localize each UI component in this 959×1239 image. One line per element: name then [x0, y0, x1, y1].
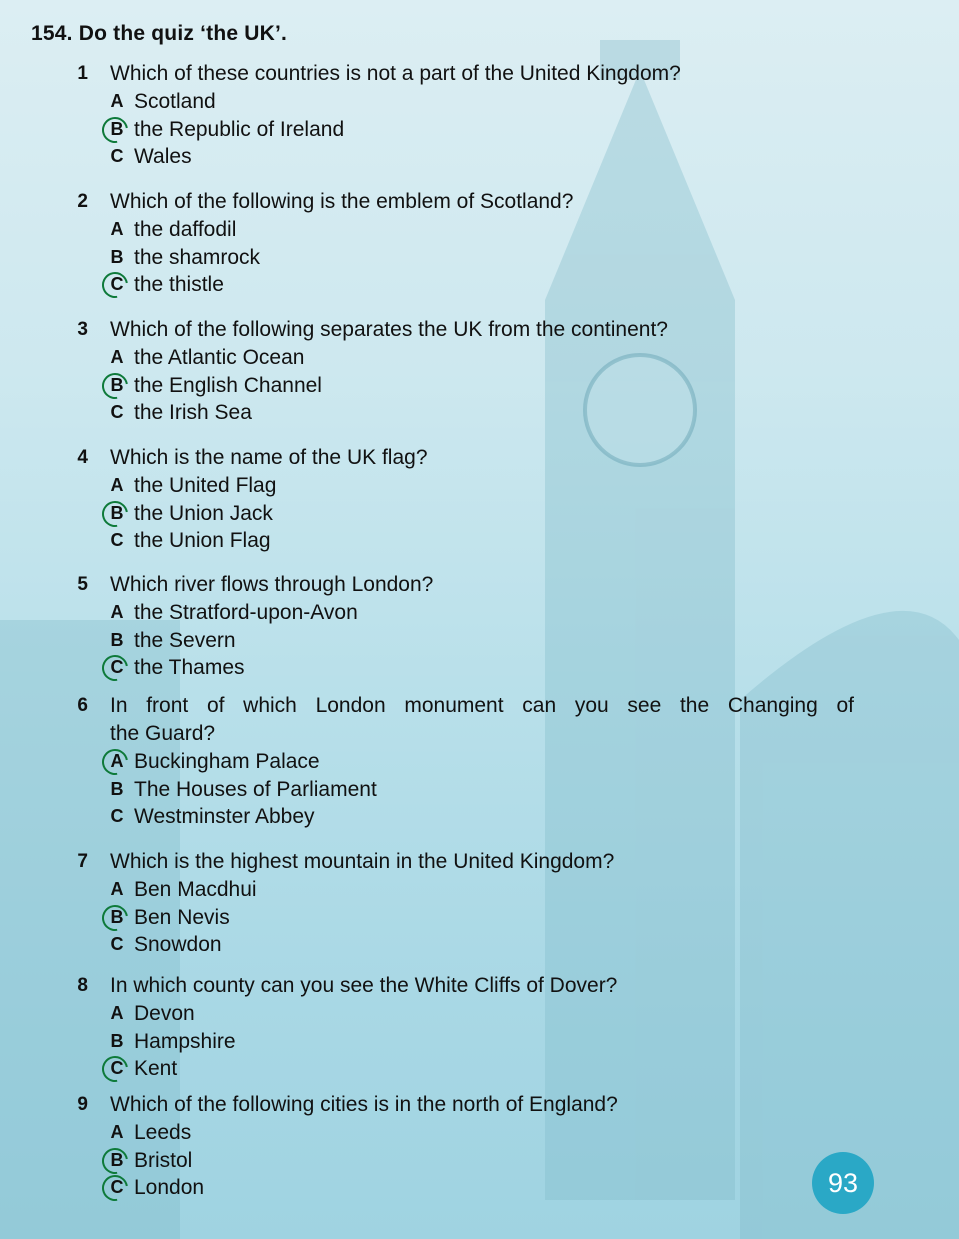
answer-option: [0, 904, 900, 932]
question-text: In front of which London monument can you see the Changing of: [110, 694, 854, 717]
question-7: [0, 848, 900, 959]
question-number: 8: [77, 975, 88, 996]
option-text: the Thames: [134, 656, 245, 679]
question-number: 9: [77, 1094, 88, 1115]
question-number: 4: [77, 447, 88, 468]
answer-option: [0, 216, 900, 244]
answer-option: [0, 143, 900, 171]
option-text: Kent: [134, 1057, 178, 1080]
question-text: Which of the following is the emblem of Scotland?: [110, 190, 574, 213]
question-line: [0, 444, 900, 472]
answer-option: [0, 599, 900, 627]
option-letter: B: [110, 629, 124, 650]
option-letter: A: [110, 475, 124, 495]
option-text: the Severn: [134, 628, 236, 652]
question-line: [0, 692, 900, 720]
answer-option: [0, 1055, 900, 1083]
answer-option: [0, 399, 900, 427]
option-text: Hampshire: [134, 1029, 236, 1053]
option-text: Wales: [134, 145, 192, 168]
question-4: [0, 444, 900, 555]
option-letter: B: [110, 118, 124, 139]
question-line: [0, 188, 900, 216]
question-line: [0, 972, 900, 1000]
option-text: Bristol: [134, 1148, 193, 1172]
option-letter: C: [110, 530, 124, 550]
answer-option: [0, 1000, 900, 1028]
answer-option: [0, 116, 900, 144]
option-letter: C: [110, 806, 124, 826]
question-line: [0, 720, 900, 748]
answer-option: [0, 1119, 900, 1147]
option-letter: C: [110, 1177, 124, 1197]
option-letter: B: [110, 1030, 124, 1051]
answer-option: [0, 776, 900, 804]
answer-option: [0, 748, 900, 776]
answer-option: [0, 654, 900, 682]
answer-option: [0, 1028, 900, 1056]
answer-option: [0, 876, 900, 904]
option-letter: C: [110, 1058, 124, 1078]
option-letter: B: [110, 374, 124, 395]
option-letter: C: [110, 934, 124, 954]
question-5: [0, 571, 900, 682]
answer-option: [0, 372, 900, 400]
question-text: In which county can you see the White Cliffs of Dover?: [110, 974, 618, 997]
answer-option: [0, 500, 900, 528]
option-text: The Houses of Parliament: [134, 777, 377, 801]
option-letter: A: [110, 1122, 124, 1142]
question-number: 2: [77, 191, 88, 212]
option-letter: A: [110, 751, 124, 771]
option-text: the Republic of Ireland: [134, 117, 345, 141]
question-number: 7: [77, 851, 88, 872]
question-line: [0, 571, 900, 599]
option-letter: A: [110, 347, 124, 367]
question-line: [0, 60, 900, 88]
option-letter: A: [110, 879, 124, 899]
option-letter: B: [110, 778, 124, 799]
page-number: 93: [812, 1152, 874, 1214]
option-text: the shamrock: [134, 245, 261, 269]
option-letter: B: [110, 1149, 124, 1170]
question-text: Which of these countries is not a part of the United Kingdom?: [110, 62, 681, 85]
option-letter: C: [110, 657, 124, 677]
question-3: [0, 316, 900, 427]
option-text: Ben Macdhui: [134, 878, 257, 901]
option-text: London: [134, 1176, 205, 1199]
answer-option: [0, 803, 900, 831]
answer-option: [0, 344, 900, 372]
question-line: [0, 1091, 900, 1119]
question-text: Which is the highest mountain in the United Kingdom?: [110, 850, 615, 873]
option-text: Buckingham Palace: [134, 750, 320, 773]
option-letter: C: [110, 274, 124, 294]
answer-option: [0, 271, 900, 299]
option-letter: A: [110, 91, 124, 111]
answer-option: [0, 1174, 900, 1202]
option-text: the Atlantic Ocean: [134, 346, 305, 369]
question-2: [0, 188, 900, 299]
question-line: [0, 316, 900, 344]
option-text: Devon: [134, 1002, 195, 1025]
answer-option: [0, 931, 900, 959]
option-text: Snowdon: [134, 933, 222, 956]
option-letter: A: [110, 1003, 124, 1023]
option-text: the Union Flag: [134, 529, 271, 552]
question-text: Which of the following cities is in the north of England?: [110, 1093, 618, 1116]
answer-option: [0, 1147, 900, 1175]
option-letter: C: [110, 402, 124, 422]
option-letter: B: [110, 906, 124, 927]
option-text: the daffodil: [134, 218, 237, 241]
question-text: Which is the name of the UK flag?: [110, 446, 428, 469]
option-text: the thistle: [134, 273, 224, 296]
question-number: 1: [77, 63, 88, 84]
question-line: [0, 848, 900, 876]
answer-option: [0, 88, 900, 116]
question-number: 5: [77, 574, 88, 595]
option-letter: A: [110, 602, 124, 622]
answer-option: [0, 527, 900, 555]
question-1: [0, 60, 900, 171]
question-number: 3: [77, 319, 88, 340]
question-text: Which river flows through London?: [110, 573, 434, 596]
option-text: the Stratford-upon-Avon: [134, 601, 358, 624]
option-text: Leeds: [134, 1121, 192, 1144]
option-text: Scotland: [134, 90, 216, 113]
option-text: the United Flag: [134, 474, 277, 497]
option-text: Westminster Abbey: [134, 805, 315, 828]
answer-option: [0, 472, 900, 500]
question-9: [0, 1091, 900, 1202]
answer-option: [0, 627, 900, 655]
option-text: the English Channel: [134, 373, 322, 397]
question-8: [0, 972, 900, 1083]
option-letter: B: [110, 502, 124, 523]
question-number: 6: [77, 695, 88, 716]
option-text: the Union Jack: [134, 501, 273, 525]
question-text: the Guard?: [110, 722, 216, 745]
option-text: Ben Nevis: [134, 905, 230, 929]
exercise-title: 154. Do the quiz ‘the UK’.: [31, 22, 288, 45]
option-letter: A: [110, 219, 124, 239]
question-text: Which of the following separates the UK from the continent?: [110, 318, 668, 341]
option-text: the Irish Sea: [134, 401, 252, 424]
option-letter: B: [110, 246, 124, 267]
option-letter: C: [110, 146, 124, 166]
answer-option: [0, 244, 900, 272]
question-6: [0, 692, 900, 831]
